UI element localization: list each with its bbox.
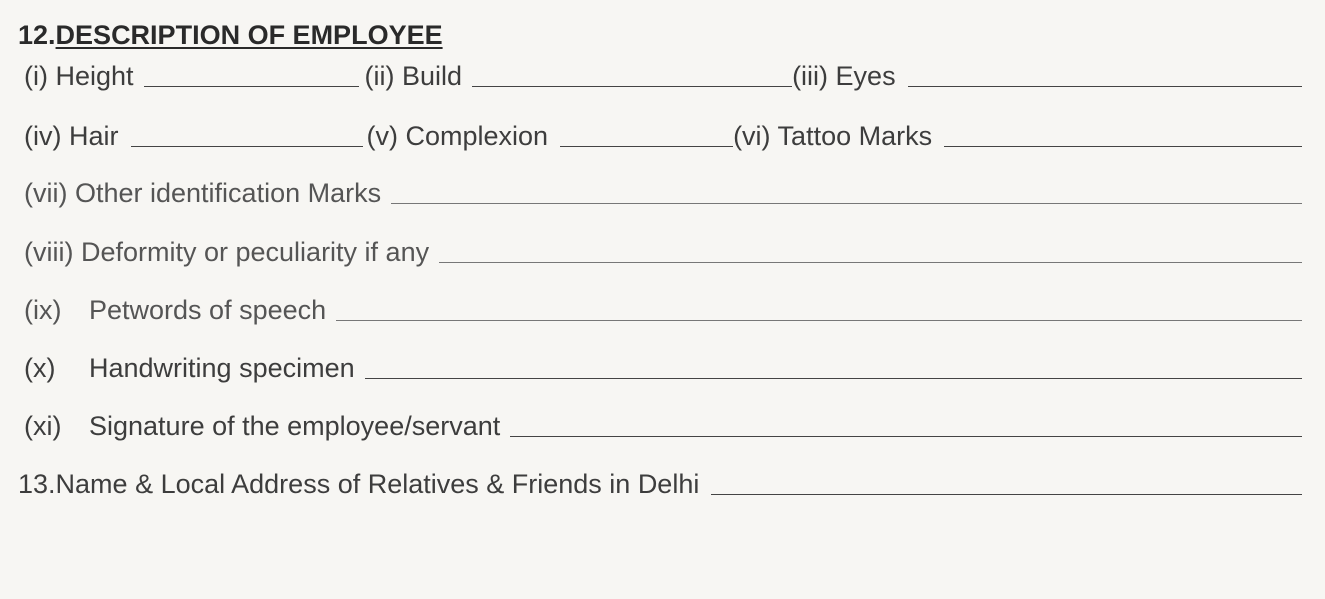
section-13-label-group	[18, 468, 699, 500]
handwriting-label: Handwriting specimen	[89, 353, 355, 383]
speech-number: (ix)	[24, 295, 62, 325]
complexion-field[interactable]	[560, 146, 733, 147]
section-12-heading	[18, 20, 443, 51]
height-field[interactable]	[144, 86, 359, 87]
section-13-number: 13.	[18, 469, 56, 499]
signature-number: (xi)	[24, 411, 62, 441]
speech-label-group	[24, 294, 326, 326]
relatives-address-field[interactable]	[711, 494, 1302, 495]
complexion-label: (v) Complexion	[366, 121, 549, 151]
handwriting-label-group	[24, 352, 355, 384]
hair-label: (iv) Hair	[24, 121, 119, 151]
other-marks-field[interactable]	[391, 203, 1302, 204]
tattoo-label: (vi) Tattoo Marks	[733, 121, 933, 151]
tattoo-field[interactable]	[944, 146, 1302, 147]
row-speech	[24, 294, 1302, 326]
other-marks-label: (vii) Other identification Marks	[24, 178, 382, 208]
signature-field[interactable]	[510, 436, 1302, 437]
handwriting-number: (x)	[24, 353, 56, 383]
row-signature	[24, 410, 1302, 442]
eyes-field[interactable]	[908, 86, 1302, 87]
signature-label: Signature of the employee/servant	[89, 411, 501, 441]
height-label: (i) Height	[24, 61, 134, 91]
handwriting-field[interactable]	[365, 378, 1302, 379]
row-height-build-eyes	[24, 60, 1302, 92]
section-12-number: 12.	[18, 20, 56, 50]
build-label: (ii) Build	[364, 61, 463, 91]
signature-label-group	[24, 410, 500, 442]
section-12-title: DESCRIPTION OF EMPLOYEE	[55, 20, 443, 50]
speech-label: Petwords of speech	[89, 295, 327, 325]
row-hair-complexion-tattoo	[24, 120, 1302, 152]
row-handwriting	[24, 352, 1302, 384]
deformity-label: (viii) Deformity or peculiarity if any	[24, 237, 430, 267]
build-field[interactable]	[472, 86, 792, 87]
row-deformity	[24, 236, 1302, 268]
section-13-label: Name & Local Address of Relatives & Friends in Delhi	[55, 469, 700, 499]
row-section-13	[18, 468, 1302, 500]
row-other-marks	[24, 177, 1302, 209]
hair-field[interactable]	[131, 146, 363, 147]
eyes-label: (iii) Eyes	[792, 61, 896, 91]
speech-field[interactable]	[336, 320, 1302, 321]
deformity-field[interactable]	[439, 262, 1302, 263]
